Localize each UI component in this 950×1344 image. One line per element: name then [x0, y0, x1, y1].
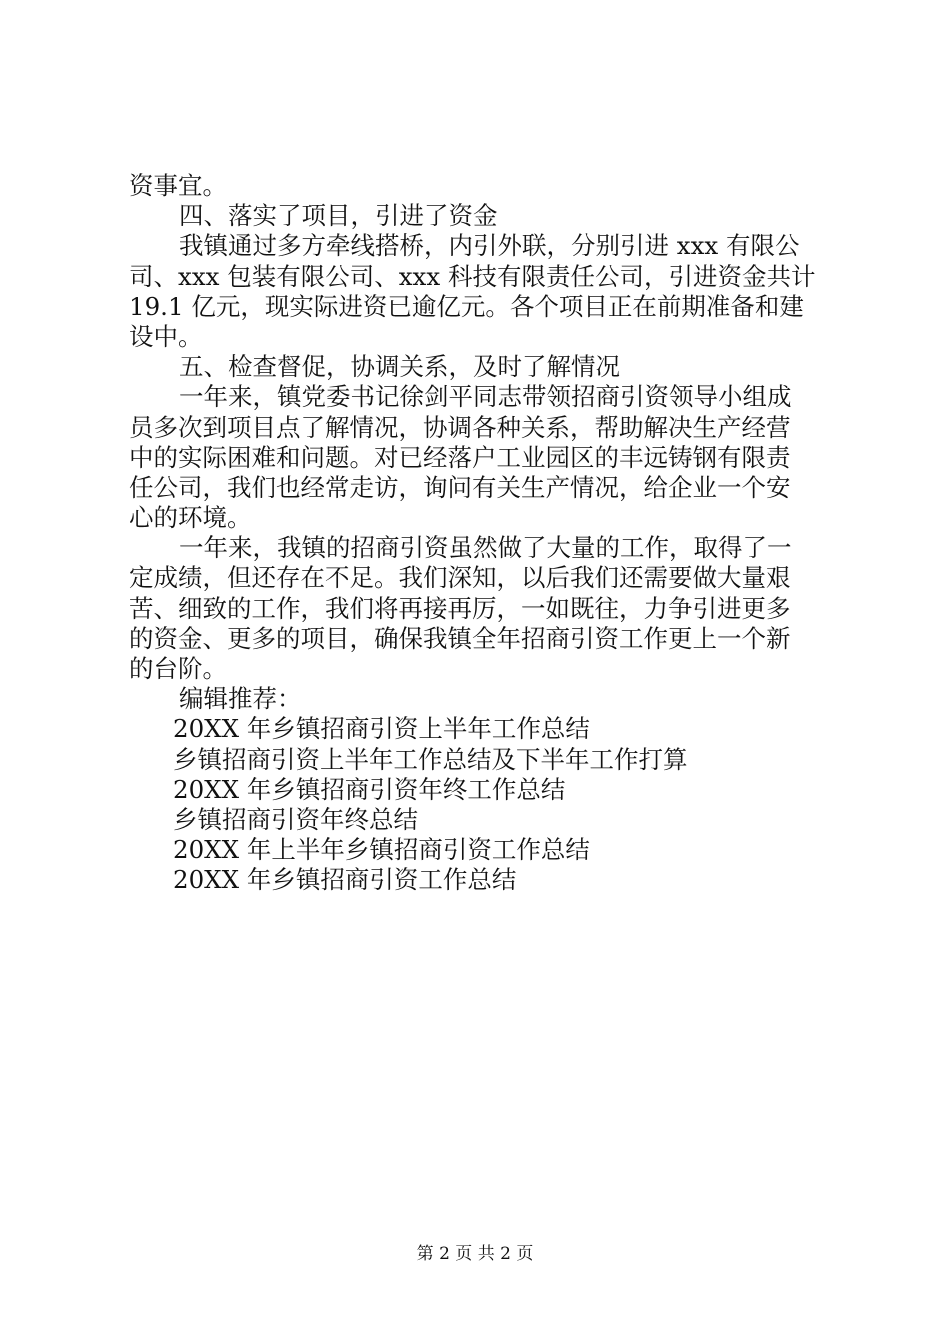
- paragraph-line: 我镇通过多方牵线搭桥，内引外联，分别引进 xxx 有限公: [179, 231, 800, 261]
- recommend-link[interactable]: 20XX 年乡镇招商引资工作总结: [173, 865, 517, 895]
- paragraph-line: 中的实际困难和问题。对已经落户工业园区的丰远铸钢有限责: [129, 442, 791, 472]
- paragraph-line: 苦、细致的工作，我们将再接再厉，一如既往，力争引进更多: [129, 593, 791, 623]
- recommend-link[interactable]: 乡镇招商引资上半年工作总结及下半年工作打算: [173, 744, 688, 774]
- recommend-link[interactable]: 20XX 年乡镇招商引资上半年工作总结: [173, 714, 590, 744]
- paragraph-line: 司、xxx 包装有限公司、xxx 科技有限责任公司，引进资金共计: [129, 261, 816, 291]
- paragraph-line: 的资金、更多的项目，确保我镇全年招商引资工作更上一个新: [129, 623, 791, 653]
- recommend-heading: 编辑推荐：: [179, 684, 302, 714]
- recommend-link[interactable]: 乡镇招商引资年终总结: [173, 804, 418, 834]
- paragraph-line: 员多次到项目点了解情况，协调各种关系，帮助解决生产经营: [129, 412, 791, 442]
- paragraph-line: 资事宜。: [129, 171, 227, 200]
- paragraph-line: 一年来，我镇的招商引资虽然做了大量的工作，取得了一: [179, 533, 792, 563]
- page-footer: 第 2 页 共 2 页: [416, 1244, 534, 1264]
- paragraph-line: 一年来，镇党委书记徐剑平同志带领招商引资领导小组成: [179, 382, 792, 412]
- paragraph-line: 定成绩，但还存在不足。我们深知，以后我们还需要做大量艰: [129, 563, 791, 593]
- paragraph-line: 的台阶。: [129, 654, 227, 683]
- paragraph-line: 心的环境。: [129, 503, 252, 533]
- section-heading: 五、检查督促，协调关系，及时了解情况: [179, 352, 620, 382]
- section-heading: 四、落实了项目，引进了资金: [179, 201, 498, 231]
- recommend-link[interactable]: 20XX 年乡镇招商引资年终工作总结: [173, 774, 566, 804]
- document-body: [129, 171, 831, 896]
- recommend-link[interactable]: 20XX 年上半年乡镇招商引资工作总结: [173, 835, 590, 865]
- paragraph-line: 任公司，我们也经常走访，询问有关生产情况，给企业一个安: [129, 472, 791, 502]
- paragraph-line: 19.1 亿元，现实际进资已逾亿元。各个项目正在前期准备和建: [129, 291, 804, 321]
- paragraph-line: 设中。: [129, 321, 203, 351]
